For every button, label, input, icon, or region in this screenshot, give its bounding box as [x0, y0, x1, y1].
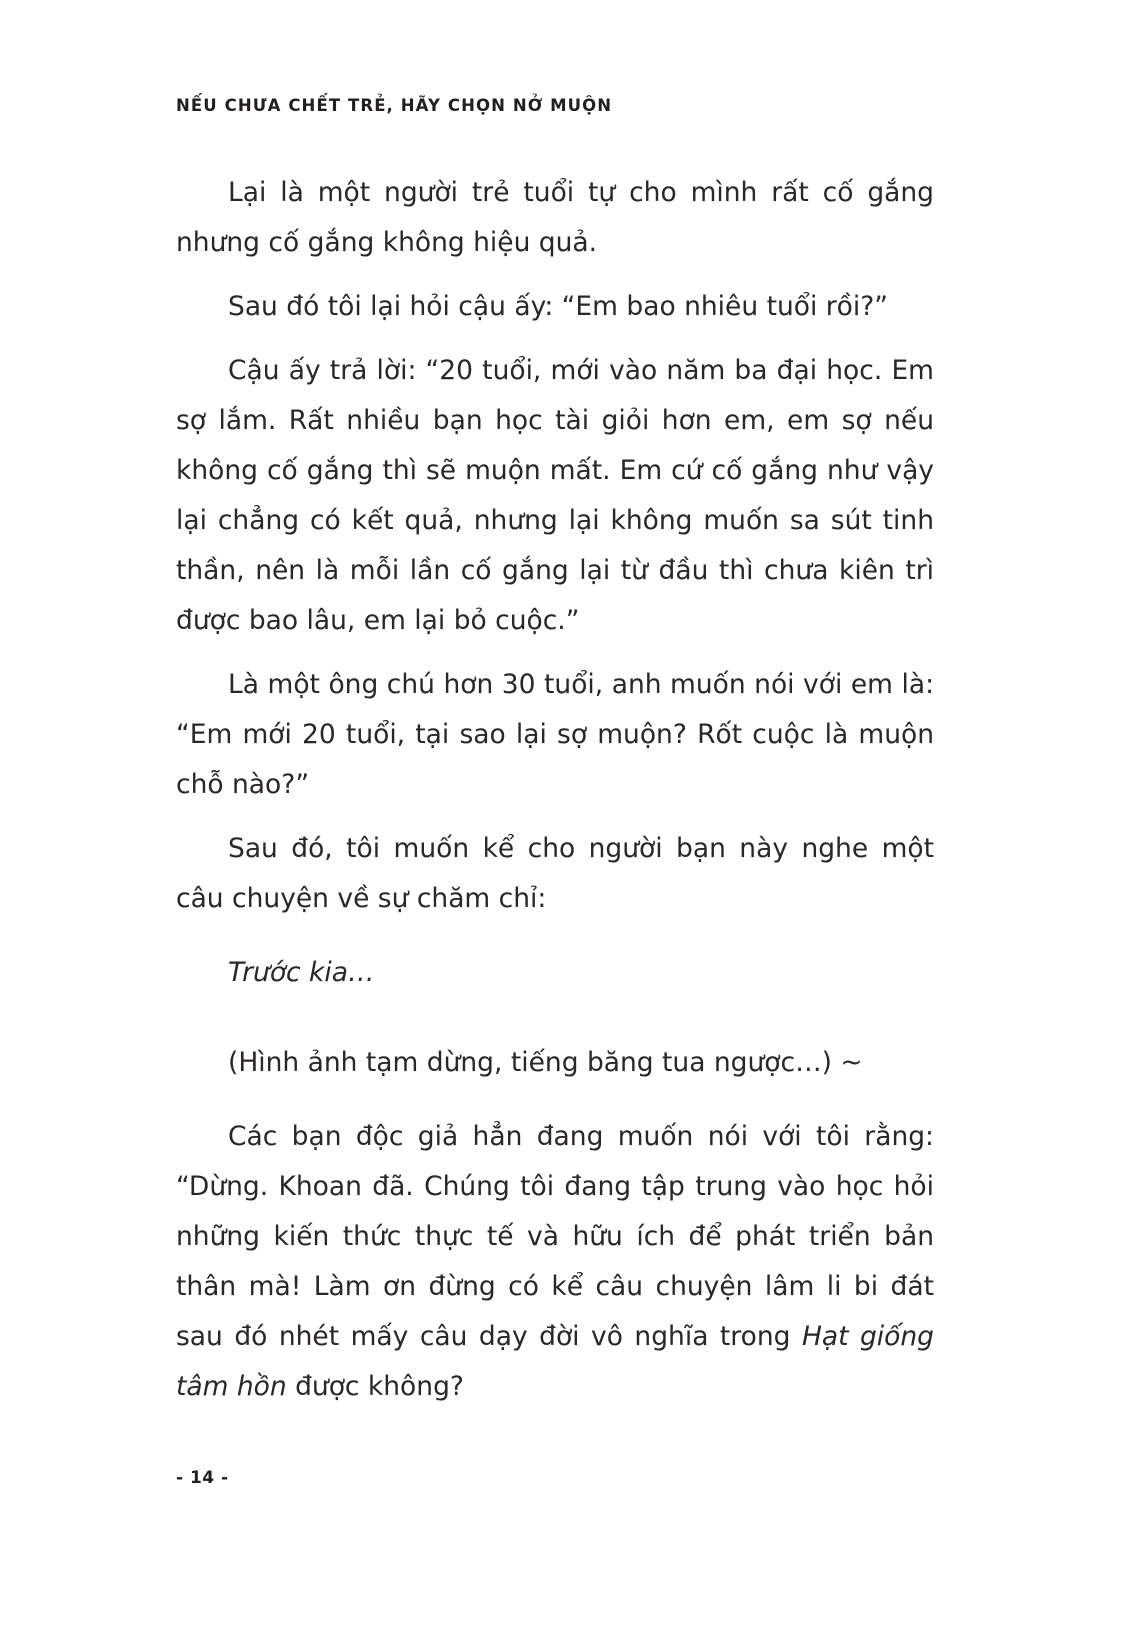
paragraph: Là một ông chú hơn 30 tuổi, anh muốn nói với em là: “Em mới 20 tuổi, tại sao lại sợ muộn? Rốt cuộc là muộn chỗ nào?”	[176, 669, 934, 800]
page-number: - 14 -	[176, 1468, 229, 1488]
paragraph-with-title	[176, 1112, 934, 1412]
paragraph: (Hình ảnh tạm dừng, tiếng băng tua ngược…) ~	[228, 1047, 863, 1078]
page-body	[176, 168, 934, 1426]
paragraph-tail: được không?	[286, 1371, 464, 1402]
paragraph-lead: Các bạn độc giả hẳn đang muốn nói với tôi rằng: “Dừng. Khoan đã. Chúng tôi đang tập trung vào học hỏi những kiến thức thực tế và hữu ích để phát triển bản thân mà! Làm ơn đừng có kể câu chuyện lâm li bi đát sau đó nhét mấy câu dạy đời vô nghĩa trong	[176, 1121, 934, 1352]
paragraph: Sau đó, tôi muốn kể cho người bạn này nghe một câu chuyện về sự chăm chỉ:	[176, 833, 934, 914]
paragraph: Lại là một người trẻ tuổi tự cho mình rất cố gắng nhưng cố gắng không hiệu quả.	[176, 177, 934, 258]
paragraph: Sau đó tôi lại hỏi cậu ấy: “Em bao nhiêu tuổi rồi?”	[228, 291, 889, 322]
paragraph: Cậu ấy trả lời: “20 tuổi, mới vào năm ba đại học. Em sợ lắm. Rất nhiều bạn học tài giỏi hơn em, em sợ nếu không cố gắng thì sẽ muộn mất. Em cứ cố gắng như vậy lại chẳng có kết quả, nhưng lại không muốn sa sút tinh thần, nên là mỗi lần cố gắng lại từ đầu thì chưa kiên trì được bao lâu, em lại bỏ cuộc.”	[176, 355, 934, 636]
spacer	[176, 1102, 934, 1112]
spacer	[176, 938, 934, 948]
spacer	[176, 1012, 934, 1038]
running-head: NẾU CHƯA CHẾT TRẺ, HÃY CHỌN NỞ MUỘN	[176, 96, 613, 115]
paragraph-italic: Trước kia…	[228, 957, 375, 988]
book-title: Hạt giống tâm hồn	[176, 1321, 934, 1402]
